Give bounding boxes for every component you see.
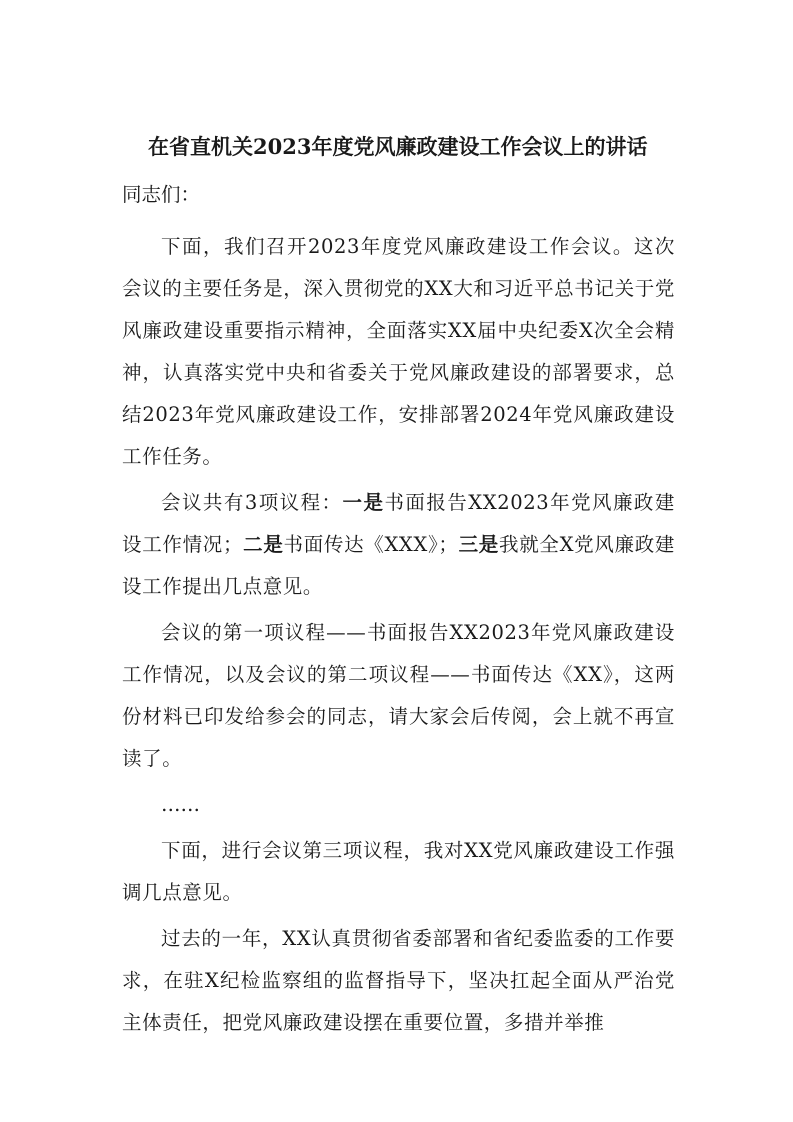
agenda-label-3: 三是 — [458, 533, 499, 556]
paragraph-agenda — [122, 482, 675, 608]
agenda-item-3: 我就全X党风廉政建设工作提出几点意见。 — [122, 533, 675, 598]
agenda-label-2: 二是 — [243, 533, 284, 556]
agenda-item-2: 书面传达《XXX》； — [283, 533, 459, 556]
agenda-label-1: 一是 — [342, 491, 385, 514]
paragraph-third-item: 下面，进行会议第三项议程，我对XX党风廉政建设工作强调几点意见。 — [122, 839, 675, 904]
paragraph-opening: 下面，我们召开2023年度党风廉政建设工作会议。这次会议的主要任务是，深入贯彻党的XX大和习近平总书记关于党风廉政建设重要指示精神，全面落实XX届中央纪委X次全会精神，认真落实党中央和省委关于党风廉政建设的部署要求，总结2023年党风廉政建设工作，安排部署2024年党风廉政建设工作任务。 — [122, 235, 675, 468]
agenda-item-1: 书面报告XX2023年党风廉政建设工作情况； — [122, 491, 675, 556]
greeting: 同志们： — [122, 183, 201, 206]
agenda-intro: 会议共有3项议程： — [161, 491, 343, 514]
ellipsis: …… — [161, 793, 200, 816]
document-title: 在省直机关2023年度党风廉政建设工作会议上的讲话 — [148, 134, 648, 159]
paragraph-materials: 会议的第一项议程——书面报告XX2023年党风廉政建设工作情况，以及会议的第二项议程——书面传达《XX》，这两份材料已印发给参会的同志，请大家会后传阅，会上就不再宣读了。 — [122, 621, 675, 770]
paragraph-review: 过去的一年，XX认真贯彻省委部署和省纪委监委的工作要求，在驻X纪检监察组的监督指导下，坚决扛起全面从严治党主体责任，把党风廉政建设摆在重要位置，多措并举推 — [122, 927, 675, 1034]
